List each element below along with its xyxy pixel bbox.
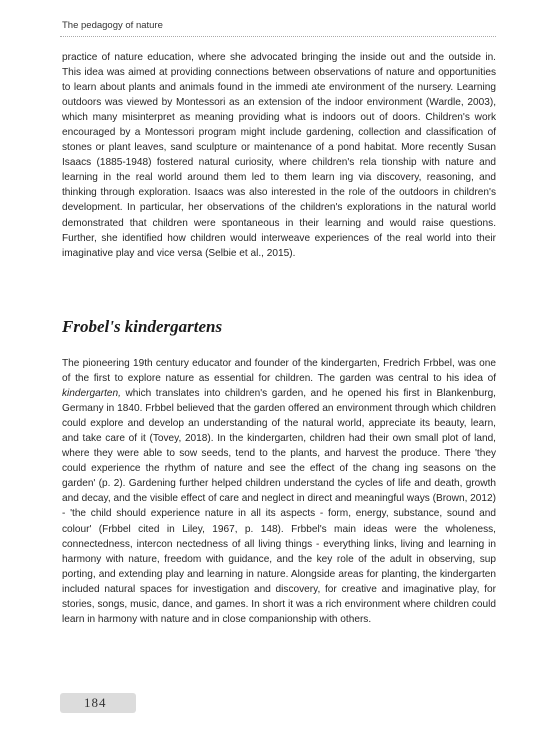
body-paragraph-2 (62, 356, 496, 627)
running-header: The pedagogy of nature (62, 20, 163, 31)
section-heading: Frobel's kindergartens (62, 317, 223, 336)
paragraph-2-text-b: which translates into children's garden, and he opened his first in Blankenburg, Germany in 1840. Frbbel believed that the garden offered an environment through which children could explore and develop an understanding of the natural world, appreciate its beauty, learn, and take care of it (Tovey, 2018). In the kindergarten, children had their own small plot of land, where they were able to sow seeds, tend to the plants, and harvest the produce. There 'they could experience the rhythm of nature and see the effect of the chang ing seasons on the garden' (p. 2). Gardening further helped children understand the cycles of life and death, growth and decay, and the visible effect of care and neglect in direct and meaningful ways (Brown, 2012) - 'the child should experience nature in all its aspects - form, energy, substance, sound and colour' (Frbbel cited in Liley, 1967, p. 148). Frbbel's main ideas were the wholeness, connectedness, intercon nectedness of all living things - everything links, living and learning in harmony with nature, freedom with guidance, and the key role of the adult in observing, sup porting, and extending play and learning in nature. Alongside areas for planting, the kindergarten included natural spaces for investigation and discovery, for creative and imaginative play, for stories, songs, music, dance, and games. In short it was a rich environment where children could learn in harmony with nature and in close companionship with others. (62, 388, 496, 625)
paragraph-2-text-a: The pioneering 19th century educator and founder of the kindergarten, Fredrich Frbbel, was one of the first to explore nature as essential for children. The garden was central to his idea of (62, 358, 496, 385)
body-paragraph-1: practice of nature education, where she advocated bringing the inside out and the outside in. This idea was aimed at providing connections between observations of nature and opportunities to learn about plants and animals found in the immedi ate environment of the nursery. Learning outdoors was viewed by Montessori as an extension of the indoor environment (Wardle, 2003), which many misinterpret as meaning providing what is indoors out of doors. Children's work encouraged by a Montessori program might include gardening, collection and classification of stones or plant leaves, sand sculpture or maintenance of a pond habitat. More recently Susan Isaacs (1885-1948) fostered natural curiosity, where children's rela tionship with nature and learning in the real world around them led to them learn ing via discovery, reasoning, and thinking through exploration. Isaacs was also interested in the role of the outdoors in children's development. In particular, her observations of the children's explorations in the natural world demonstrated that children were spontaneous in their learning and would raise questions. Further, she identified how children would interweave experiences of the real world into their imaginative play and vice versa (Selbie et al., 2015). (62, 52, 496, 259)
paragraph-2-emphasis: kindergarten, (62, 388, 121, 400)
header-divider (60, 36, 496, 37)
page-number: 184 (84, 695, 107, 710)
